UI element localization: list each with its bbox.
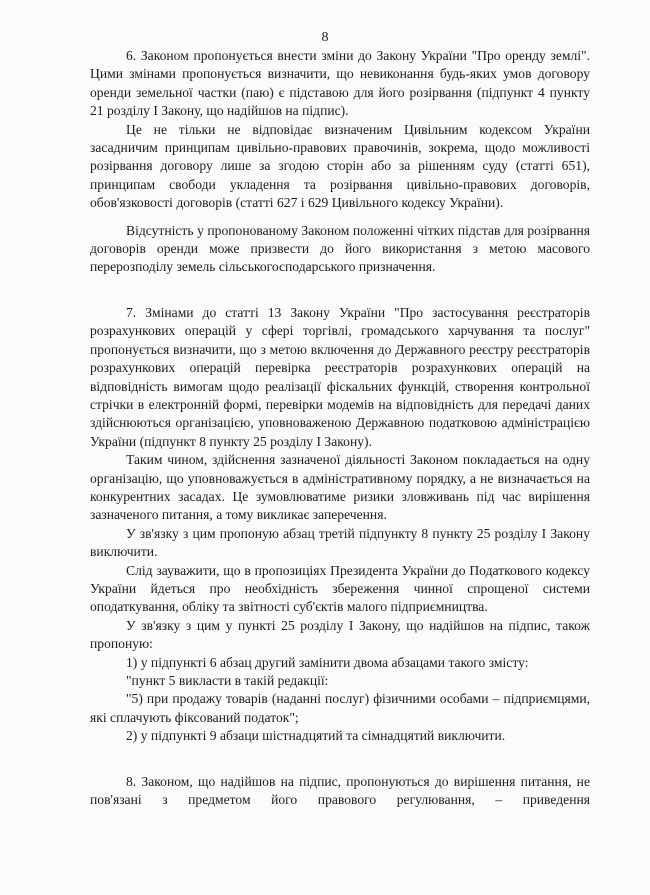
paragraph: 1) у підпункті 6 абзац другий замінити двома абзацами такого змісту: [126,654,529,670]
paragraph: Це не тільки не відповідає визначеним Цивільним кодексом України засадничим принципам цивільно-правових правочинів, зокрема, щодо можливості розірвання договору лише за згодою сторін або за рішенням суду (статті 651), принципам свободи укладення та розірвання цивільно-правових договорів, обов'язковості договорів (статті 627 і 629 Цивільного кодексу України). [90,121,590,211]
paragraph: Відсутність у пропонованому Законом положенні чітких підстав для розірвання договорів оренди може призвести до його використання з метою масового перерозподілу земель сільськогосподарського призначення. [90,222,590,275]
paragraph: "пункт 5 викласти в такій редакції: [126,673,329,688]
paragraph: У зв'язку з цим у пункті 25 розділу І Закону, що надійшов на підпис, також пропоную: [90,617,590,652]
paragraph: 8. Законом, що надійшов на підпис, пропонуються до вирішення питання, не пов'язані з предметом його правового регулювання, – приведення [90,773,590,808]
paragraph: 7. Змінами до статті 13 Закону України "Про застосування реєстраторів розрахункових операцій у сфері торгівлі, громадського харчування та послуг" пропонується визначити, що з метою включення до Державного реєстру реєстраторів розрахункових операцій перевірка реєстраторів розрахункових операцій на відповідність вимогам щодо реалізації фіскальних функцій, створення контрольної стрічки в електронній формі, перевірки модемів на відповідність для передачі даних здійснюються організацією, уповноваженою Державною податковою адміністрацією України (підпункт 8 пункту 25 розділу І Закону). [90,304,590,449]
paragraph: Слід зауважити, що в пропозиціях Президента України до Податкового кодексу України йдеться про необхідність збереження чинної спрощеної системи оподаткування, обліку та звітності суб'єктів малого підприємництва. [90,562,590,615]
paragraph: Таким чином, здійснення зазначеної діяльності Законом покладається на одну організацію, що уповноважується в адміністративному порядку, а не визначається на конкурентних засадах. Це зумовлюватиме ризики зловживань під час вирішення зазначеного питання, а тому викликає заперечення. [90,452,590,523]
paragraph: "5) при продажу товарів (наданні послуг) фізичними особами – підприємцями, які сплачують фіксований податок"; [90,691,590,725]
paragraph: 2) у підпункті 9 абзаци шістнадцятий та сімнадцятий виключити. [126,728,506,744]
paragraph: 6. Законом пропонується внести зміни до Закону України "Про оренду землі". Цими змінами пропонується визначити, що невиконання будь-яких умов договору оренди земельної частки (паю) є підставою для його розірвання (підпункт 4 пункту 21 розділу І Закону, що надійшов на підпис). [90,48,590,119]
page-number: 8 [321,30,329,45]
document-body [90,47,590,809]
paragraph: У зв'язку з цим пропоную абзац третій підпункту 8 пункту 25 розділу І Закону виключити. [90,525,590,560]
